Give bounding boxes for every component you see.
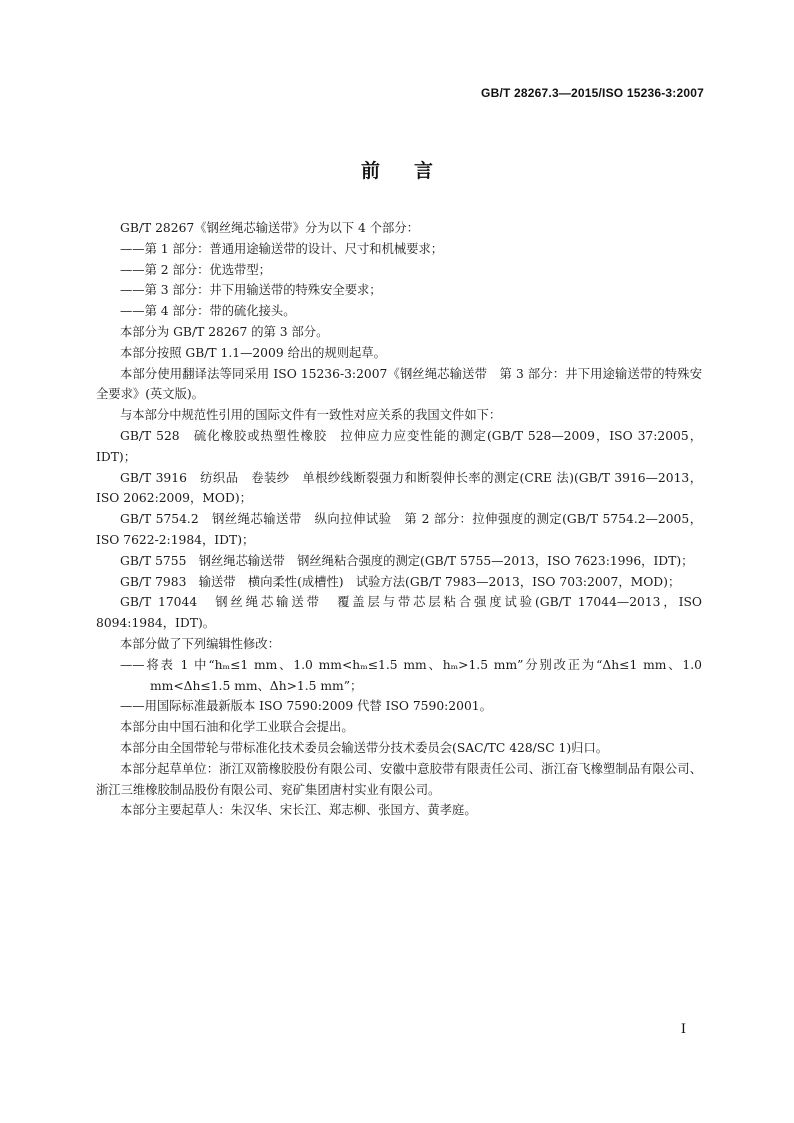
reference-item: GB/T 5754.2 钢丝绳芯输送带 纵向拉伸试验 第 2 部分：拉伸强度的测定(GB/T 5754.2—2005，ISO 7622-2:1984，IDT)； — [96, 512, 703, 547]
reference-item: GB/T 528 硫化橡胶或热塑性橡胶 拉伸应力应变性能的测定(GB/T 528—2009，ISO 37:2005，IDT)； — [96, 428, 702, 464]
this-part-paragraph: 本部分为 GB/T 28267 的第 3 部分。 — [120, 324, 329, 339]
page-number: I — [680, 1022, 686, 1037]
editorial-changes-intro: 本部分做了下列编辑性修改： — [120, 636, 280, 651]
part-item-4: ——第 4 部分：带的硫化接头。 — [120, 304, 296, 319]
reference-item: GB/T 17044 钢丝绳芯输送带 覆盖层与带芯层粘合强度试验(GB/T 17044—2013，ISO 8094:1984，IDT)。 — [96, 595, 702, 631]
intro-paragraph: GB/T 28267《钢丝绳芯输送带》分为以下 4 个部分： — [120, 221, 419, 235]
proposed-by-paragraph: 本部分由中国石油和化学工业联合会提出。 — [120, 720, 354, 735]
drafting-rule-paragraph: 本部分按照 GB/T 1.1—2009 给出的规则起草。 — [120, 345, 386, 360]
reference-item: GB/T 5755 钢丝绳芯输送带 钢丝绳粘合强度的测定(GB/T 5755—2013，ISO 7623:1996，IDT)； — [120, 553, 694, 568]
reference-item: GB/T 3916 纺织品 卷装纱 单根纱线断裂强力和断裂伸长率的测定(CRE 法)(GB/T 3916—2013，ISO 2062:2009，MOD)； — [96, 470, 702, 506]
reference-item: GB/T 7983 输送带 横向柔性(成槽性) 试验方法(GB/T 7983—2013，ISO 703:2007，MOD)； — [120, 574, 681, 589]
page-title: 前言 — [360, 160, 467, 182]
centralized-by-paragraph: 本部分由全国带轮与带标准化技术委员会输送带分技术委员会(SAC/TC 428/SC 1)归口。 — [120, 740, 609, 755]
part-item-3: ——第 3 部分：井下用输送带的特殊安全要求； — [120, 283, 382, 298]
translation-paragraph: 本部分使用翻译法等同采用 ISO 15236-3:2007《钢丝绳芯输送带 第 3 部分：井下用途输送带的特殊安全要求》(英文版)。 — [96, 366, 702, 402]
foreword-body — [96, 218, 702, 821]
part-item-2: ——第 2 部分：优选带型； — [120, 262, 271, 277]
document-code: GB/T 28267.3—2015/ISO 15236-3:2007 — [481, 86, 704, 100]
consistent-docs-intro: 与本部分中规范性引用的国际文件有一致性对应关系的我国文件如下： — [120, 408, 502, 423]
editorial-change-item: ——用国际标准最新版本 ISO 7590:2009 代替 ISO 7590:2001。 — [120, 699, 492, 714]
drafting-units-paragraph: 本部分起草单位：浙江双箭橡胶股份有限公司、安徽中意胶带有限责任公司、浙江奋飞橡塑制品有限公司、浙江三维橡胶制品股份有限公司、兖矿集团唐村实业有限公司。 — [96, 761, 702, 797]
editorial-change-item: ——将表 1 中“hₘ≤1 mm、1.0 mm<hₘ≤1.5 mm、hₘ>1.5 mm”分别改正为“Δh≤1 mm、1.0 mm<Δh≤1.5 mm、Δh>1.5 mm”； — [120, 657, 702, 693]
drafters-paragraph: 本部分主要起草人：朱汉华、宋长江、郑志柳、张国方、黄孝庭。 — [120, 803, 477, 818]
part-item-1: ——第 1 部分：普通用途输送带的设计、尺寸和机械要求； — [120, 241, 444, 256]
